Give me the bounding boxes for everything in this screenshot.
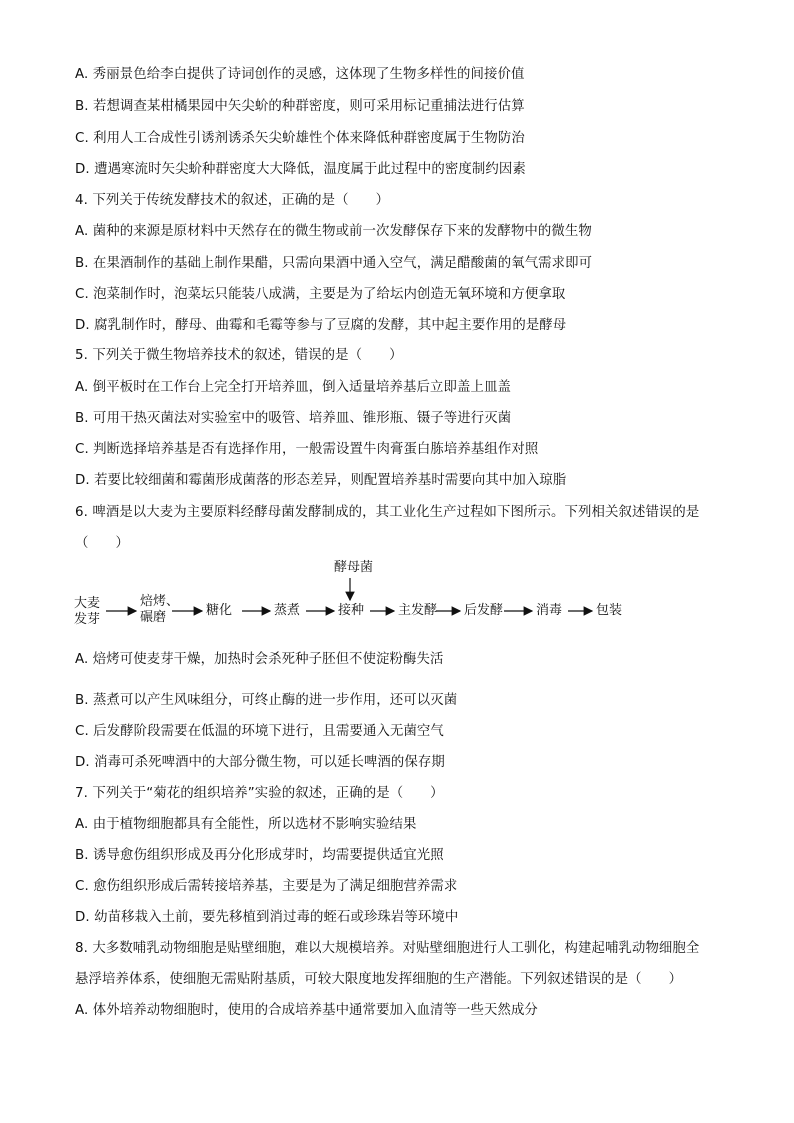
q7-option-d: D. 幼苗移栽入土前，要先移植到消过毒的蛭石或珍珠岩等环境中 <box>75 910 459 925</box>
q4-stem: 4. 下列关于传统发酵技术的叙述，正确的是（ ） <box>75 193 390 208</box>
q6-option-d: D. 消毒可杀死啤酒中的大部分微生物，可以延长啤酒的保存期 <box>75 755 445 770</box>
q3-option-a: A. 秀丽景色给李白提供了诗词创作的灵感，这体现了生物多样性的间接价值 <box>75 67 525 82</box>
q8-option-a: A. 体外培养动物细胞时，使用的合成培养基中通常要加入血清等一些天然成分 <box>75 1003 538 1018</box>
q6-stem-line1: 6. 啤酒是以大麦为主要原料经酵母菌发酵制成的，其工业化生产过程如下图所示。下列相关叙述错误的是 <box>75 505 700 520</box>
beer-process-flowchart <box>72 560 632 630</box>
q5-option-a: A. 倒平板时在工作台上完全打开培养皿，倒入适量培养基后立即盖上皿盖 <box>75 380 511 395</box>
node-barley-line1: 大麦 <box>74 596 101 611</box>
q3-option-c: C. 利用人工合成性引诱剂诱杀矢尖蚧雄性个体来降低种群密度属于生物防治 <box>75 131 525 146</box>
node-bake-line2: 碾磨 <box>140 610 167 625</box>
q4-option-d: D. 腐乳制作时，酵母、曲霉和毛霉等参与了豆腐的发酵，其中起主要作用的是酵母 <box>75 318 567 333</box>
q5-option-b: B. 可用干热灭菌法对实验室中的吸管、培养皿、锥形瓶、镊子等进行灭菌 <box>75 411 512 426</box>
q7-option-b: B. 诱导愈伤组织形成及再分化形成芽时，均需要提供适宜光照 <box>75 848 444 863</box>
node-yeast: 酵母菌 <box>334 560 374 575</box>
q6-stem-line2: （ ） <box>75 536 129 551</box>
q5-stem: 5. 下列关于微生物培养技术的叙述，错误的是（ ） <box>75 348 403 363</box>
q4-option-c: C. 泡菜制作时，泡菜坛只能装八成满，主要是为了给坛内创造无氧环境和方便拿取 <box>75 287 566 302</box>
node-boil: 蒸煮 <box>274 603 301 618</box>
node-inoculate: 接种 <box>338 603 365 618</box>
q7-option-a: A. 由于植物细胞都具有全能性，所以选材不影响实验结果 <box>75 817 417 832</box>
node-barley-line2: 发芽 <box>74 612 101 627</box>
q4-option-a: A. 菌种的来源是原材料中天然存在的微生物或前一次发酵保存下来的发酵物中的微生物 <box>75 224 592 239</box>
node-package: 包装 <box>596 603 623 618</box>
q4-option-b: B. 在果酒制作的基础上制作果醋，只需向果酒中通入空气，满足醋酸菌的氧气需求即可 <box>75 256 593 271</box>
q3-option-d: D. 遭遇寒流时矢尖蚧种群密度大大降低，温度属于此过程中的密度制约因素 <box>75 162 526 177</box>
q7-stem: 7. 下列关于“菊花的组织培养”实验的叙述，正确的是（ ） <box>75 786 444 801</box>
node-saccharify: 糖化 <box>206 603 233 618</box>
q6-option-c: C. 后发酵阶段需要在低温的环境下进行，且需要通入无菌空气 <box>75 724 444 739</box>
node-disinfect: 消毒 <box>536 603 563 618</box>
node-main-ferment: 主发酵 <box>398 603 438 618</box>
node-bake-line1: 焙烤、 <box>140 594 180 609</box>
q6-option-b: B. 蒸煮可以产生风味组分，可终止酶的进一步作用，还可以灭菌 <box>75 693 458 708</box>
q5-option-c: C. 判断选择培养基是否有选择作用，一般需设置牛肉膏蛋白胨培养基组作对照 <box>75 442 539 457</box>
q6-option-a: A. 焙烤可使麦芽干燥，加热时会杀死种子胚但不使淀粉酶失活 <box>75 652 444 667</box>
q8-stem-line2: 悬浮培养体系，使细胞无需贴附基质，可较大限度地发挥细胞的生产潜能。下列叙述错误的是（ ） <box>75 972 683 987</box>
q5-option-d: D. 若要比较细菌和霉菌形成菌落的形态差异，则配置培养基时需要向其中加入琼脂 <box>75 473 567 488</box>
q7-option-c: C. 愈伤组织形成后需转接培养基，主要是为了满足细胞营养需求 <box>75 879 458 894</box>
node-post-ferment: 后发酵 <box>464 603 504 618</box>
q3-option-b: B. 若想调查某柑橘果园中矢尖蚧的种群密度，则可采用标记重捕法进行估算 <box>75 99 525 114</box>
q8-stem-line1: 8. 大多数哺乳动物细胞是贴壁细胞，难以大规模培养。对贴壁细胞进行人工驯化，构建起哺乳动物细胞全 <box>75 941 700 956</box>
